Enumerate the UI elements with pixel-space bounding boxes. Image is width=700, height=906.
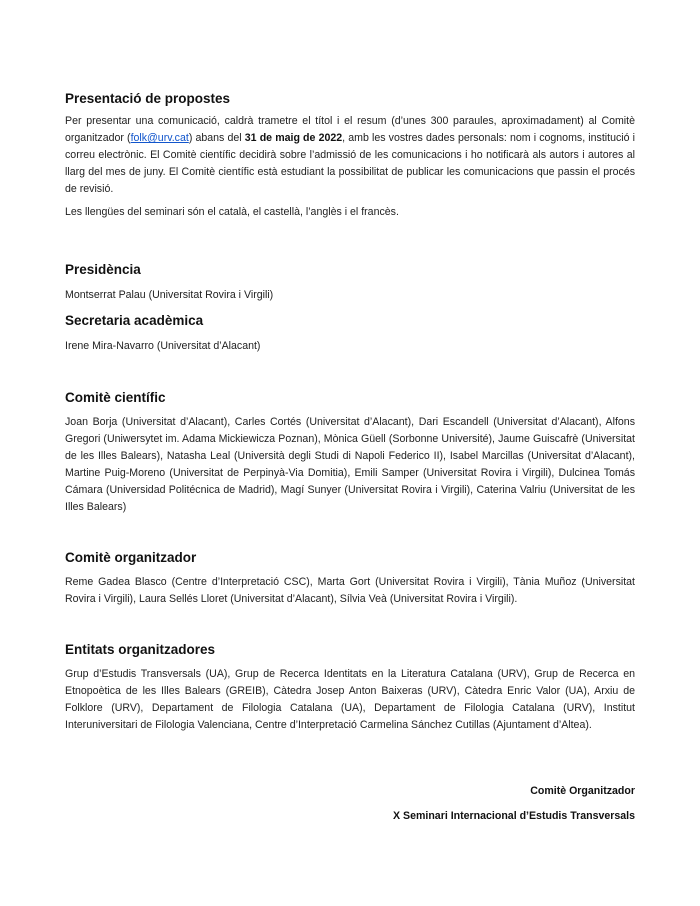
section-heading-secretaria: Secretaria acadèmica: [65, 313, 204, 328]
presentacio-text-a: Per presentar una comunicació, caldrà trametre el títol i el resum (d’unes 300 paraules, aproximadament) al Comitè organitzador (: [65, 115, 635, 144]
presentacio-text-c: , amb les vostres dades personals: nom i cognoms, institució i correu electrònic. El Comitè científic decidirà sobre l’admissió de les comunicacions i ho notificarà als autors i autores al llarg del mes de juny. El Comitè científic està estudiant la possibilitat de publicar les comunicacions que passin el procés de revisió.: [65, 132, 635, 195]
secretaria-text: Irene Mira-Navarro (Universitat d’Alacant): [65, 340, 261, 352]
section-comite-organitzador: [65, 549, 635, 608]
comite-cientific-text: Joan Borja (Universitat d’Alacant), Carles Cortés (Universitat d’Alacant), Dari Escandell (Universitat d’Alacant), Alfons Gregori (Uniwersytet im. Adama Mickiewicza Poznan), Mònica Güell (Sorbonne Université), Jaume Guiscafrè (Universitat de les Illes Balears), Natasha Leal (Università degli Studi di Napoli Federico II), Isabel Marcillas (Universitat d’Alacant), Martine Puig-Moreno (Universitat de Perpinyà-Via Domitia), Emili Samper (Universitat Rovira i Virgili), Dulcinea Tomás Cámara (Universidad Politécnica de Madrid), Magí Sunyer (Universitat Rovira i Virgili), Caterina Valriu (Universitat de les Illes Balears): [65, 416, 635, 513]
section-presidencia: [65, 261, 635, 304]
section-heading-comite-organitzador: Comitè organitzador: [65, 550, 197, 565]
section-heading-entitats: Entitats organitzadores: [65, 642, 216, 657]
entitats-text: Grup d’Estudis Transversals (UA), Grup de Recerca Identitats en la Literatura Catalana (URV), Grup de Recerca en Etnopoètica de les Illes Balears (GREIB), Càtedra Josep Anton Baixeras (URV), Càtedra Enric Valor (UA), Arxiu de Folklore (URV), Departament de Filologia Catalana (UA), Departament de Filologia Catalana (URV), Institut Interuniversitari de Filologia Valenciana, Centre d’Interpretació Carmelina Sánchez Cutillas (Ajuntament d’Altea).: [65, 668, 635, 731]
section-heading-presidencia: Presidència: [65, 262, 141, 277]
comite-organitzador-text: Reme Gadea Blasco (Centre d’Interpretació CSC), Marta Gort (Universitat Rovira i Virgili), Tània Muñoz (Universitat Rovira i Virgili), Laura Sellés Lloret (Universitat d’Alacant), Sílvia Veà (Universitat Rovira i Virgili).: [65, 576, 635, 605]
presentacio-paragraph: [65, 113, 635, 198]
section-entitats: [65, 641, 635, 734]
deadline-date: 31 de maig de 2022: [244, 132, 343, 144]
languages-paragraph: Les llengües del seminari són el català, el castellà, l’anglès i el francès.: [65, 206, 399, 218]
presidencia-text: Montserrat Palau (Universitat Rovira i Virgili): [65, 289, 274, 301]
section-secretaria: [65, 312, 635, 355]
section-presentacio: [65, 90, 635, 221]
email-link[interactable]: folk@urv.cat: [130, 132, 189, 144]
signature-seminar: X Seminari Internacional d’Estudis Transversals: [393, 810, 635, 822]
signature-committee: Comitè Organitzador: [530, 785, 635, 797]
section-comite-cientific: [65, 389, 635, 516]
section-heading-comite-cientific: Comitè científic: [65, 390, 166, 405]
presentacio-text-b: ) abans del: [188, 132, 245, 144]
section-heading-presentacio: Presentació de propostes: [65, 91, 231, 106]
